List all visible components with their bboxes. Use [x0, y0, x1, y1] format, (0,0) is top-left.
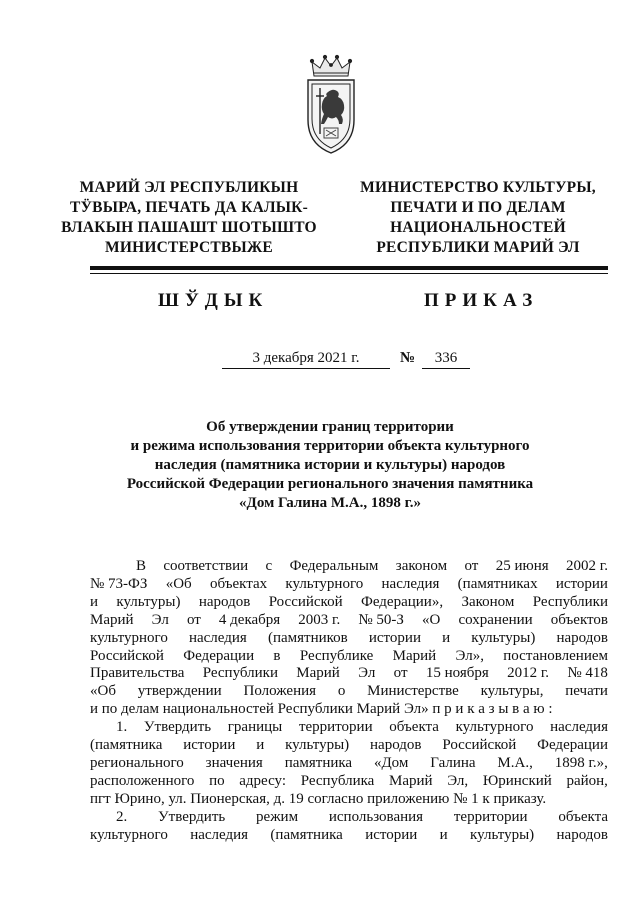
- body-word: сохранении: [458, 611, 533, 628]
- body-word: «Об: [90, 683, 116, 700]
- order-body: [90, 558, 608, 845]
- body-word: Министерстве: [367, 683, 459, 700]
- body-line: [90, 827, 608, 845]
- body-line: [90, 719, 608, 737]
- body-word: границы: [227, 719, 283, 736]
- header-line: ПЕЧАТИ И ПО ДЕЛАМ: [390, 199, 566, 216]
- body-word: объектах: [209, 575, 268, 592]
- body-word: Галина: [430, 754, 476, 771]
- body-word: в: [273, 647, 281, 664]
- body-word: Республике: [299, 647, 374, 664]
- body-word: от: [393, 665, 408, 682]
- body-word: Утвердить: [143, 719, 212, 736]
- body-word: памятника: [284, 754, 353, 771]
- body-word: истории: [555, 575, 608, 592]
- title-line: Об утверждении границ территории: [206, 419, 454, 435]
- body-word: законом: [395, 558, 448, 574]
- order-date: 3 декабря 2021 г.: [222, 350, 390, 369]
- body-word: адресу:: [239, 772, 287, 789]
- body-word: (памятников: [267, 629, 348, 646]
- body-word: регионального: [90, 754, 184, 771]
- body-word: Марий: [296, 665, 340, 682]
- body-line: [90, 737, 608, 755]
- body-word: «О: [422, 611, 441, 628]
- body-word: наследия: [190, 826, 249, 843]
- body-word: Федерации: [537, 737, 608, 754]
- header-line: МАРИЙ ЭЛ РЕСПУБЛИКЫН: [79, 179, 299, 196]
- body-word: Российской: [442, 737, 517, 754]
- body-word: Положения: [243, 683, 317, 700]
- body-word: 1898 г.»,: [554, 754, 608, 771]
- body-word: 25 июня: [495, 558, 549, 574]
- header-mari-name: [48, 178, 330, 258]
- body-word: территории: [298, 719, 373, 736]
- body-word: объекта: [558, 808, 608, 825]
- body-word: Марий: [392, 647, 437, 664]
- body-word: культуры): [116, 593, 181, 610]
- body-line: [90, 683, 608, 701]
- body-word: народов: [556, 629, 608, 646]
- body-word: и: [256, 737, 265, 754]
- body-word: Эл,: [447, 772, 469, 789]
- body-word: Федеральным: [289, 558, 379, 574]
- title-line: и режима использования территории объекта культурного: [130, 438, 530, 454]
- body-word: Федерации: [183, 647, 255, 664]
- body-word: и: [442, 629, 451, 646]
- order-title: [100, 418, 560, 513]
- body-word: истории: [365, 826, 418, 843]
- header-line: ТӰВЫРА, ПЕЧАТЬ ДА КАЛЫК-: [70, 199, 308, 216]
- header-line: МИНИСТЕРСТВЫЖЕ: [105, 239, 273, 256]
- title-line: «Дом Галина М.А., 1898 г.»: [239, 495, 421, 511]
- body-word: Марий: [389, 772, 433, 789]
- body-word: культурного: [90, 629, 168, 646]
- body-word: объекта: [389, 719, 439, 736]
- body-word: № 73-ФЗ: [90, 575, 148, 592]
- header-divider-thick: [90, 266, 608, 270]
- body-word: народов: [370, 737, 422, 754]
- body-line: [90, 594, 608, 612]
- body-word: от: [186, 611, 201, 628]
- body-line: [90, 612, 608, 630]
- order-number: 336: [422, 350, 470, 369]
- body-line: пгт Юрино, ул. Пионерская, д. 19 согласно приложению № 1 к приказу.: [90, 790, 547, 807]
- body-word: 2002 г.: [566, 558, 608, 574]
- body-word: по: [209, 772, 225, 789]
- header-russian-name: [358, 178, 598, 258]
- body-word: Юринский: [482, 772, 552, 789]
- body-word: Республики: [532, 593, 608, 610]
- title-line: наследия (памятника истории и культуры) народов: [154, 457, 506, 473]
- body-word: культуры): [285, 737, 350, 754]
- body-word: (памятника: [90, 737, 163, 754]
- body-line: [90, 665, 608, 683]
- header-divider-thin: [90, 273, 608, 274]
- body-word: территории: [453, 808, 528, 825]
- body-word: Правительства: [90, 665, 185, 682]
- body-word: район,: [566, 772, 608, 789]
- body-word: о: [337, 683, 346, 700]
- body-word: утверждении: [137, 683, 222, 700]
- body-word: истории: [183, 737, 236, 754]
- order-word-russian: ПРИКАЗ: [424, 290, 539, 311]
- body-word: (памятниках: [457, 575, 538, 592]
- body-word: печати: [565, 683, 608, 700]
- body-word: «Дом: [373, 754, 409, 771]
- body-word: использования: [328, 808, 424, 825]
- body-word: (памятника: [270, 826, 343, 843]
- body-word: народов: [198, 593, 251, 610]
- body-word: значения: [205, 754, 263, 771]
- body-word: «Об: [165, 575, 192, 592]
- body-word: 4 декабря: [218, 611, 281, 628]
- header-line: РЕСПУБЛИКИ МАРИЙ ЭЛ: [376, 239, 580, 256]
- body-word: от: [464, 558, 479, 574]
- body-word: культуры): [470, 826, 535, 843]
- body-word: и: [90, 593, 99, 610]
- body-word: 2003 г.: [298, 611, 341, 628]
- body-word: культурного: [90, 826, 168, 843]
- body-word: Российской: [90, 647, 164, 664]
- body-word: М.А.,: [497, 754, 533, 771]
- body-word: Федерации»,: [360, 593, 444, 610]
- body-word: Эл: [151, 611, 169, 628]
- body-word: № 418: [567, 665, 608, 682]
- body-word: режим: [256, 808, 299, 825]
- body-word: Эл: [358, 665, 376, 682]
- body-line: [90, 558, 608, 576]
- body-word: расположенного: [90, 772, 195, 789]
- body-word: Республики: [202, 665, 278, 682]
- body-word: Республика: [300, 772, 375, 789]
- body-word: постановлением: [503, 647, 608, 664]
- body-word: культурного: [285, 575, 364, 592]
- body-word: 1.: [116, 719, 128, 736]
- body-line: [90, 576, 608, 594]
- body-word: наследия: [188, 629, 247, 646]
- body-word: народов: [556, 826, 608, 843]
- body-word: объектов: [550, 611, 608, 628]
- body-word: Эл»,: [455, 647, 484, 664]
- body-word: 2012 г.: [507, 665, 550, 682]
- order-word-mari: ШЎДЫК: [158, 290, 269, 311]
- body-word: Российской: [268, 593, 343, 610]
- body-word: культуры): [471, 629, 536, 646]
- body-word: с: [265, 558, 273, 574]
- body-line: [90, 773, 608, 791]
- body-word: истории: [368, 629, 421, 646]
- body-line: [90, 809, 608, 827]
- header-line: МИНИСТЕРСТВО КУЛЬТУРЫ,: [360, 179, 596, 196]
- body-word: культурного: [455, 719, 534, 736]
- body-line: [90, 755, 608, 773]
- title-line: Российской Федерации регионального значения памятника: [126, 476, 534, 492]
- body-word: В: [136, 558, 147, 574]
- header-line: НАЦИОНАЛЬНОСТЕЙ: [390, 219, 566, 236]
- header-line: ВЛАКЫН ПАШАШТ ШОТЫШТО: [61, 219, 317, 236]
- body-word: 15 ноября: [425, 665, 489, 682]
- body-word: Марий: [90, 611, 134, 628]
- body-word: № 50-З: [358, 611, 404, 628]
- body-line: [90, 630, 608, 648]
- body-line: и по делам национальностей Республики Марий Эл» п р и к а з ы в а ю :: [90, 701, 553, 718]
- body-word: 2.: [116, 808, 128, 825]
- body-word: и: [439, 826, 448, 843]
- body-word: Законом: [461, 593, 515, 610]
- body-word: наследия: [550, 719, 608, 736]
- body-word: соответствии: [163, 558, 249, 574]
- coat-of-arms-emblem: [298, 52, 364, 156]
- body-word: Утвердить: [158, 808, 226, 825]
- body-line: [90, 648, 608, 666]
- order-number-label: №: [400, 350, 416, 366]
- body-word: культуры,: [480, 683, 544, 700]
- body-word: наследия: [381, 575, 440, 592]
